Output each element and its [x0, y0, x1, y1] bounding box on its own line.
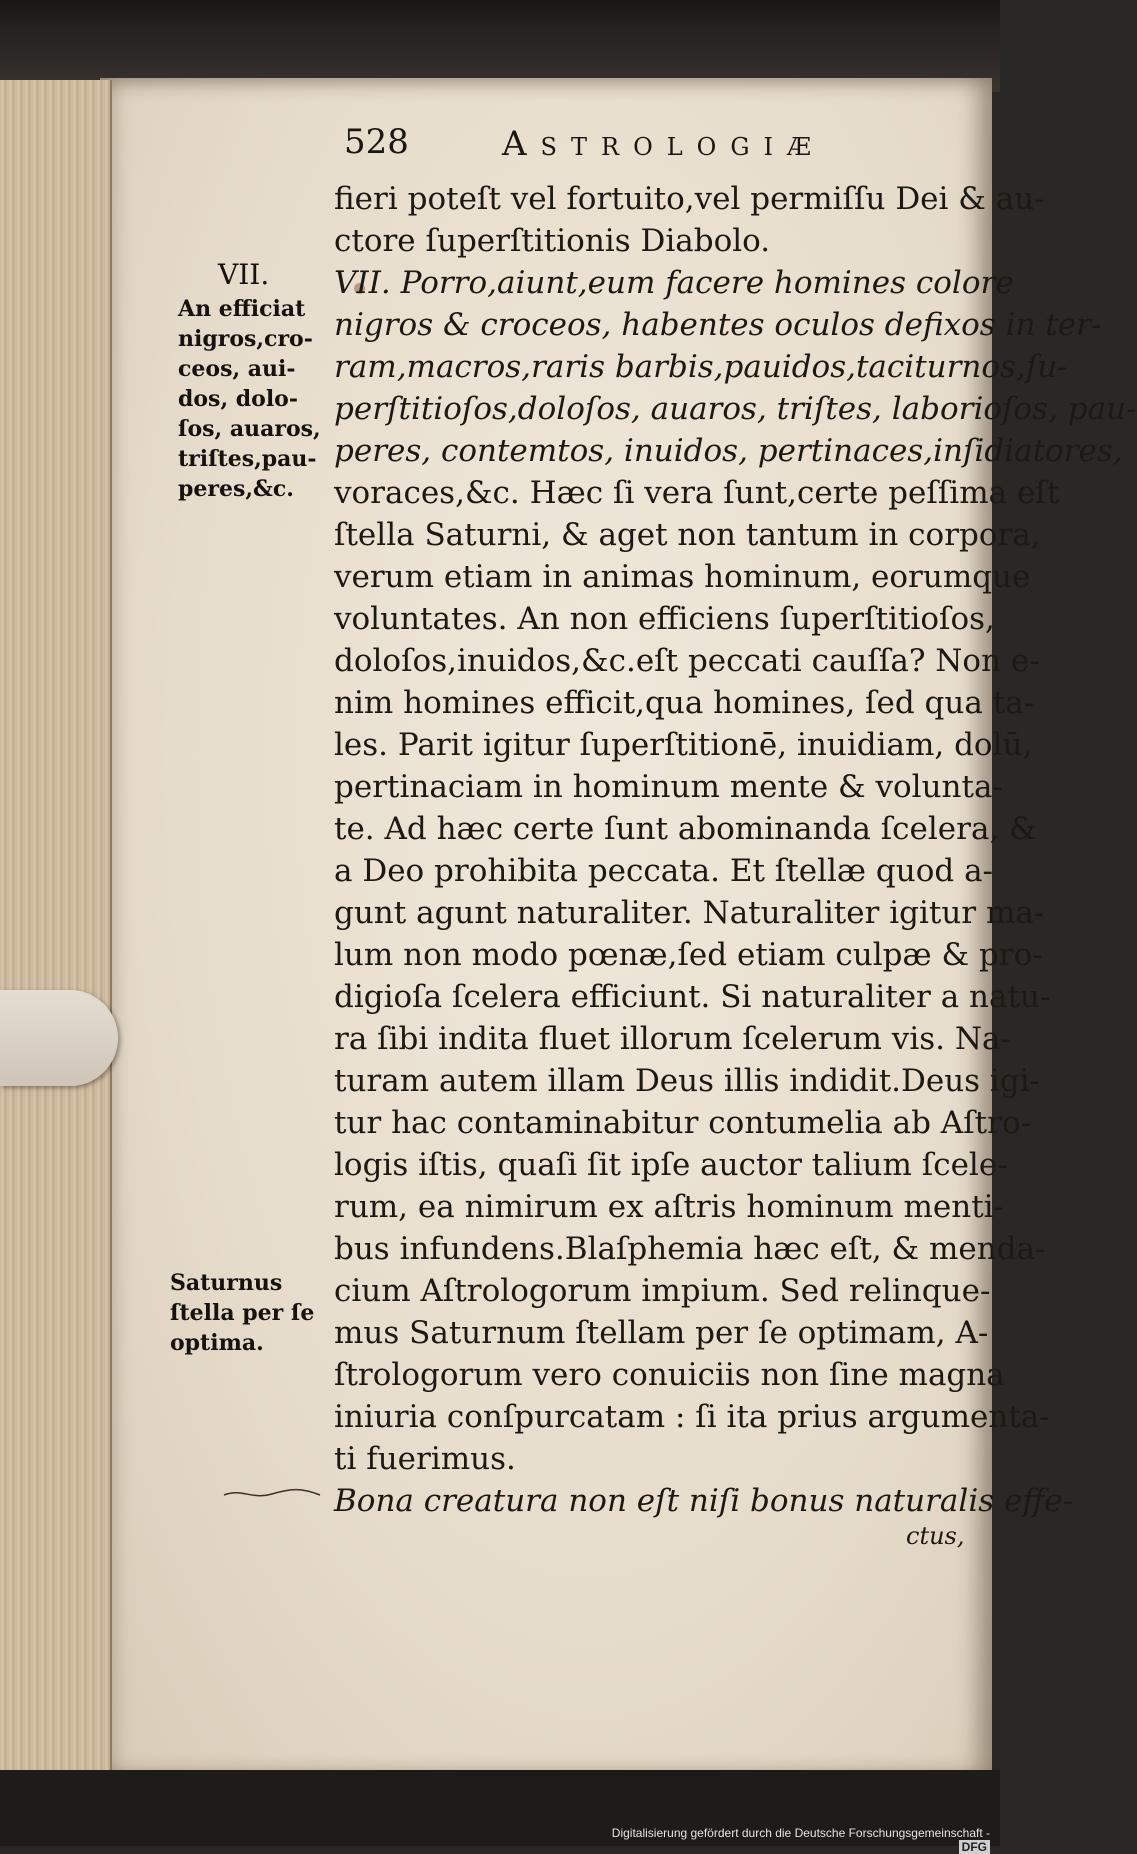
footer-text: Digitalisierung gefördert durch die Deutsche Forschungsgemeinschaft -: [611, 1826, 990, 1840]
marginal-note-line: optima.: [170, 1330, 264, 1356]
text-line: cium Aſtrologorum impium. Sed relinque-: [334, 1273, 991, 1309]
running-title: Astrologiæ: [502, 124, 826, 164]
text-line: turam autem illam Deus illis indidit.Deus igi-: [334, 1063, 1041, 1099]
text-line: fieri poteſt vel fortuito,vel permiſſu Dei & au-: [334, 181, 1045, 217]
catchword: ctus,: [906, 1522, 965, 1550]
text-line: perſtitioſos,doloſos, auaros, triſtes, laborioſos, pau-: [334, 391, 1137, 427]
page-edges: [0, 80, 112, 1770]
ribbon-marker: [0, 990, 118, 1086]
text-line: mus Saturnum ſtellam per ſe optimam, A-: [334, 1315, 989, 1351]
text-line: rum, ea nimirum ex aſtris hominum menti-: [334, 1189, 1005, 1225]
marginal-note-line: dos, dolo-: [178, 386, 298, 412]
marginal-note-line: ſtella per ſe: [170, 1300, 315, 1326]
body-text: [334, 178, 1137, 1522]
text-line: doloſos,inuidos,&c.eſt peccati cauſſa? Non e-: [334, 643, 1040, 679]
marginal-note-line: An efficiat: [178, 296, 306, 322]
text-line: peres, contemtos, inuidos, pertinaces,inſidiatores,: [334, 433, 1123, 469]
text-line: ram,macros,raris barbis,pauidos,taciturnos,ſu-: [334, 349, 1068, 385]
marginal-note-line: ſos, auaros,: [178, 416, 321, 442]
margin-section-number: VII.: [218, 258, 270, 291]
marginal-note-1: [178, 294, 321, 504]
marginal-note-line: nigros,cro-: [178, 326, 313, 352]
text-line: digioſa ſcelera efficiunt. Si naturaliter a natu-: [334, 979, 1051, 1015]
text-line: nigros & croceos, habentes oculos defixos in ter-: [334, 307, 1102, 343]
text-line: ra ſibi indita fluet illorum ſcelerum vis. Na-: [334, 1021, 1011, 1057]
running-head: [344, 122, 904, 170]
marginal-note-line: peres,&c.: [178, 476, 294, 502]
text-line: ſtrologorum vero conuiciis non ſine magna: [334, 1357, 1005, 1393]
text-line: ſtella Saturni, & aget non tantum in corpora,: [334, 517, 1041, 553]
text-line: iniuria conſpurcatam : ſi ita prius argumenta-: [334, 1399, 1050, 1435]
text-line: voluntates. An non efficiens ſuperſtitioſos,: [334, 601, 995, 637]
text-line: tur hac contaminabitur contumelia ab Aſtro-: [334, 1105, 1032, 1141]
text-line: logis iſtis, quaſi ſit ipſe auctor talium ſcele-: [334, 1147, 1008, 1183]
text-line: ctore ſuperſtitionis Diabolo.: [334, 223, 771, 259]
dfg-logo: DFG: [959, 1840, 990, 1854]
marginal-note-line: Saturnus: [170, 1270, 283, 1296]
ornament-flourish: [222, 1486, 322, 1502]
page-number: 528: [344, 122, 409, 162]
text-line: VII. Porro,aiunt,eum facere homines colore: [334, 265, 1014, 301]
text-line: gunt agunt naturaliter. Naturaliter igitur ma-: [334, 895, 1045, 931]
marginal-note-line: triſtes,pau-: [178, 446, 317, 472]
marginal-note-line: ceos, aui-: [178, 356, 296, 382]
text-line: lum non modo pœnæ,ſed etiam culpæ & pro-: [334, 937, 1043, 973]
text-line: nim homines efficit,qua homines, ſed qua ta-: [334, 685, 1035, 721]
text-line: Bona creatura non eſt niſi bonus naturalis effe-: [334, 1483, 1074, 1519]
text-line: voraces,&c. Hæc ſi vera ſunt,certe peſſima eſt: [334, 475, 1060, 511]
text-line: pertinaciam in hominum mente & volunta-: [334, 769, 1003, 805]
text-line: te. Ad hæc certe ſunt abominanda ſcelera, &: [334, 811, 1037, 847]
marginal-note-2: [170, 1268, 314, 1358]
text-line: a Deo prohibita peccata. Et ſtellæ quod a-: [334, 853, 994, 889]
text-line: les. Parit igitur ſuperſtitionē, inuidiam, dolū,: [334, 727, 1033, 763]
text-line: bus infundens.Blaſphemia hæc eſt, & menda-: [334, 1231, 1046, 1267]
text-line: verum etiam in animas hominum, eorumque: [334, 559, 1031, 595]
digitization-footer: [590, 1826, 990, 1854]
text-line: ti fuerimus.: [334, 1441, 516, 1477]
